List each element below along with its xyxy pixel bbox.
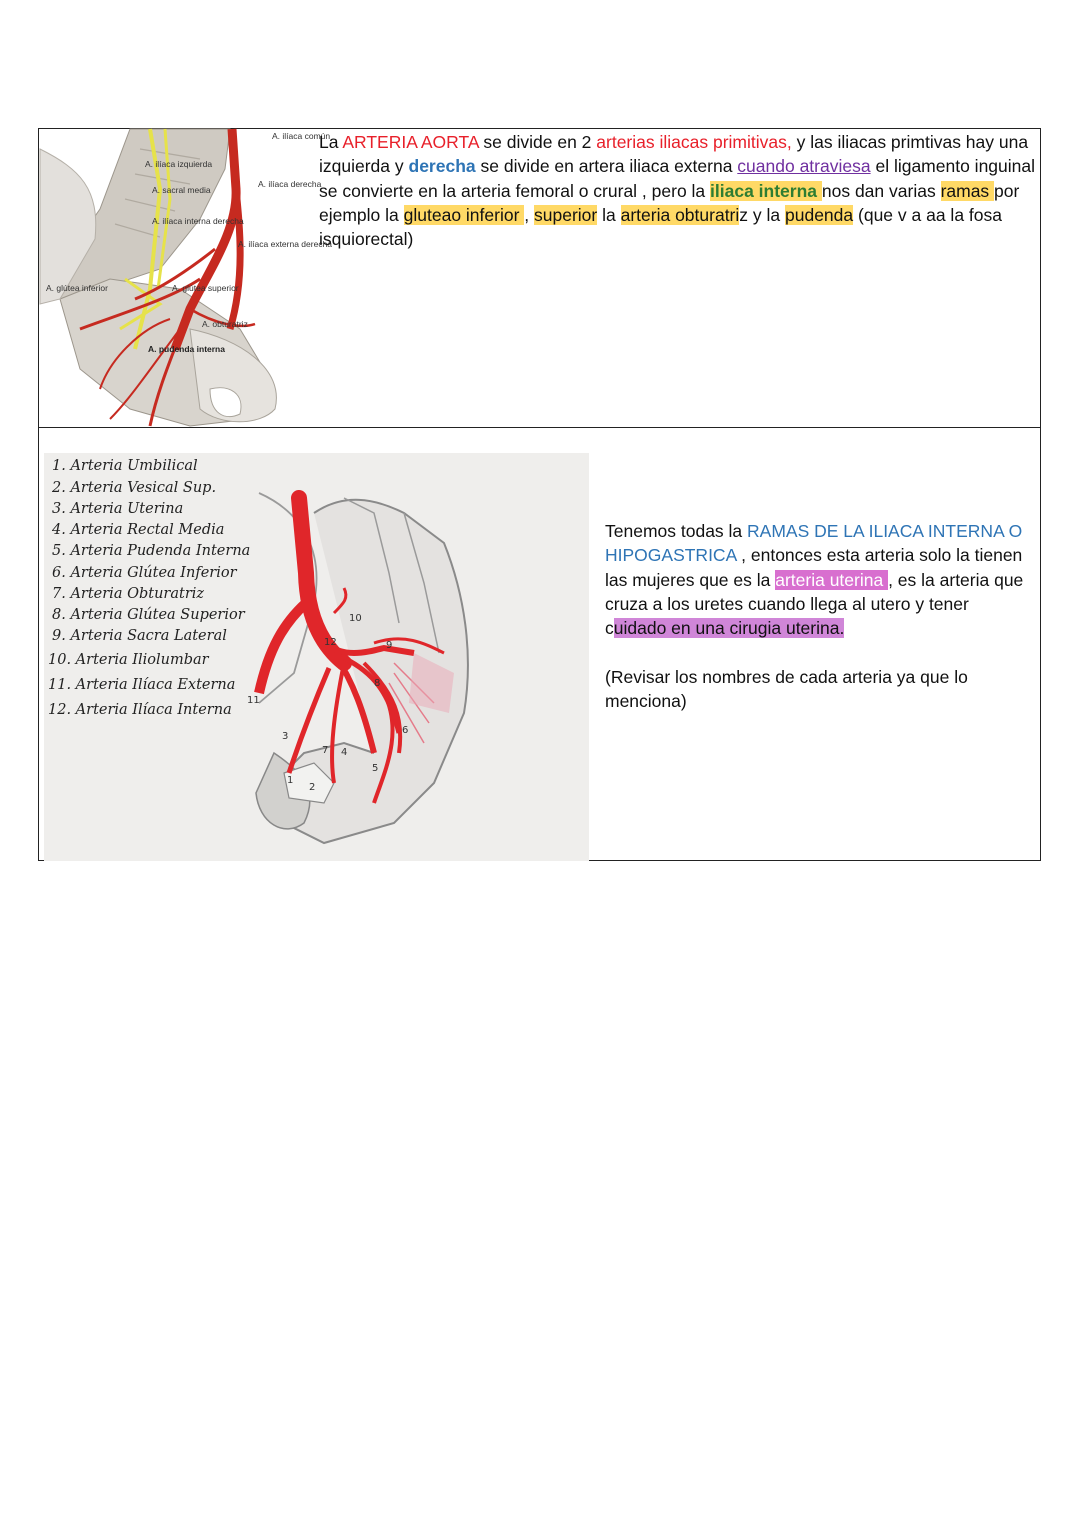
- text-run: , entonces esta arteria solo la tienen las mujeres que es la: [605, 545, 1023, 590]
- text-run: se divide en artera iliaca externa: [475, 156, 738, 177]
- num-label: 1: [287, 775, 294, 786]
- paragraph-aorta: [319, 130, 1035, 251]
- text-aorta: ARTERIA AORTA: [342, 132, 479, 152]
- num-label: 4: [341, 747, 348, 758]
- label-sacral: A. sacral media: [152, 185, 211, 195]
- label-izquierda: A. ilíaca izquierda: [145, 159, 213, 169]
- paragraph-revisar: (Revisar los nombres de cada arteria ya que lo menciona): [605, 667, 968, 712]
- num-label: 10: [349, 613, 362, 624]
- highlight-cirugia-uterina: uidado en una cirugia uterina.: [613, 618, 845, 639]
- legend-item: 9. Arteria Sacra Lateral: [52, 628, 227, 644]
- label-externa-derecha: A. ilíaca externa derecha: [238, 239, 333, 249]
- text-derecha: derecha: [408, 156, 476, 177]
- text-run: , es la arteria que cruza a los uretes cuando llega al utero y tener c: [605, 569, 1024, 639]
- num-label: 5: [372, 763, 379, 774]
- text-iliacas-primitivas: arterias iliacas primitivas,: [596, 132, 792, 152]
- num-label: 9: [386, 640, 393, 651]
- paragraph-ramas: [605, 519, 1033, 640]
- text-cuando-atraviesa: cuando atraviesa: [737, 156, 871, 177]
- legend-item: 4. Arteria Rectal Media: [52, 522, 225, 538]
- highlight-obturatriz: arteria obturatri: [620, 204, 740, 225]
- legend-item: 5. Arteria Pudenda Interna: [52, 543, 251, 559]
- text-run: Tenemos todas la: [605, 521, 748, 541]
- num-label: 3: [282, 731, 289, 742]
- legend-item: 7. Arteria Obturatriz: [52, 586, 205, 602]
- text-run: la: [597, 204, 621, 225]
- num-label: 12: [324, 637, 337, 648]
- text-run: La: [319, 132, 343, 152]
- hand-drawn-diagram: [44, 453, 589, 861]
- label-obturatriz: A. obturatriz: [202, 319, 248, 329]
- text-run: por ejemplo la: [319, 180, 1020, 225]
- highlight-ramas: ramas: [940, 180, 995, 201]
- num-label: 7: [322, 745, 329, 756]
- legend-item: 8. Arteria Glútea Superior: [52, 607, 245, 623]
- text-run: el ligamento inguinal se convierte en la arteria femoral o crural , pero la: [319, 156, 1036, 201]
- num-label: 6: [402, 725, 409, 736]
- label-interna-derecha: A. ilíaca interna derecha: [152, 216, 244, 226]
- row-divider: [38, 427, 1041, 428]
- highlight-iliaca-interna: iliaca interna: [710, 180, 822, 201]
- text-ramas-iliaca: RAMAS DE LA ILIACA INTERNA O HIPOGASTRICA: [605, 521, 1023, 566]
- legend-item: 10. Arteria Iliolumbar: [48, 652, 209, 668]
- num-label: 11: [247, 695, 260, 706]
- text-run: se divide en 2: [478, 132, 597, 152]
- text-run: (que v a aa la fosa isquiorectal): [319, 204, 1002, 250]
- legend-item: 11. Arteria Ilíaca Externa: [48, 677, 236, 693]
- hand-drawn-svg: [44, 453, 589, 861]
- label-pudenda: A. pudenda interna: [148, 344, 225, 354]
- legend-item: 1. Arteria Umbilical: [52, 458, 198, 474]
- highlight-superior: superior: [534, 204, 598, 225]
- legend-item: 3. Arteria Uterina: [52, 501, 184, 517]
- label-derecha: A. ilíaca derecha: [258, 179, 322, 189]
- highlight-pudenda: pudenda: [785, 204, 854, 225]
- legend-item: 12. Arteria Ilíaca Interna: [48, 702, 232, 718]
- label-glutea-inferior: A. glútea inferior: [46, 283, 108, 293]
- text-run: nos dan varias: [821, 180, 941, 201]
- highlight-arteria-uterina: arteria uterina: [775, 569, 889, 590]
- label-comun: A. ilíaca común: [272, 131, 331, 141]
- num-label: 2: [309, 782, 316, 793]
- num-label: 8: [374, 678, 381, 689]
- legend-item: 2. Arteria Vesical Sup.: [52, 480, 217, 496]
- text-run: ,: [524, 204, 535, 225]
- label-glutea-superior: A. glútea superior: [172, 283, 239, 293]
- text-run: y las iliacas primtivas hay una izquierda y: [319, 132, 1029, 177]
- legend-item: 6. Arteria Glútea Inferior: [52, 565, 237, 581]
- text-run: z y la: [739, 204, 785, 225]
- highlight-gluteo-inferior: gluteao inferior: [403, 204, 525, 225]
